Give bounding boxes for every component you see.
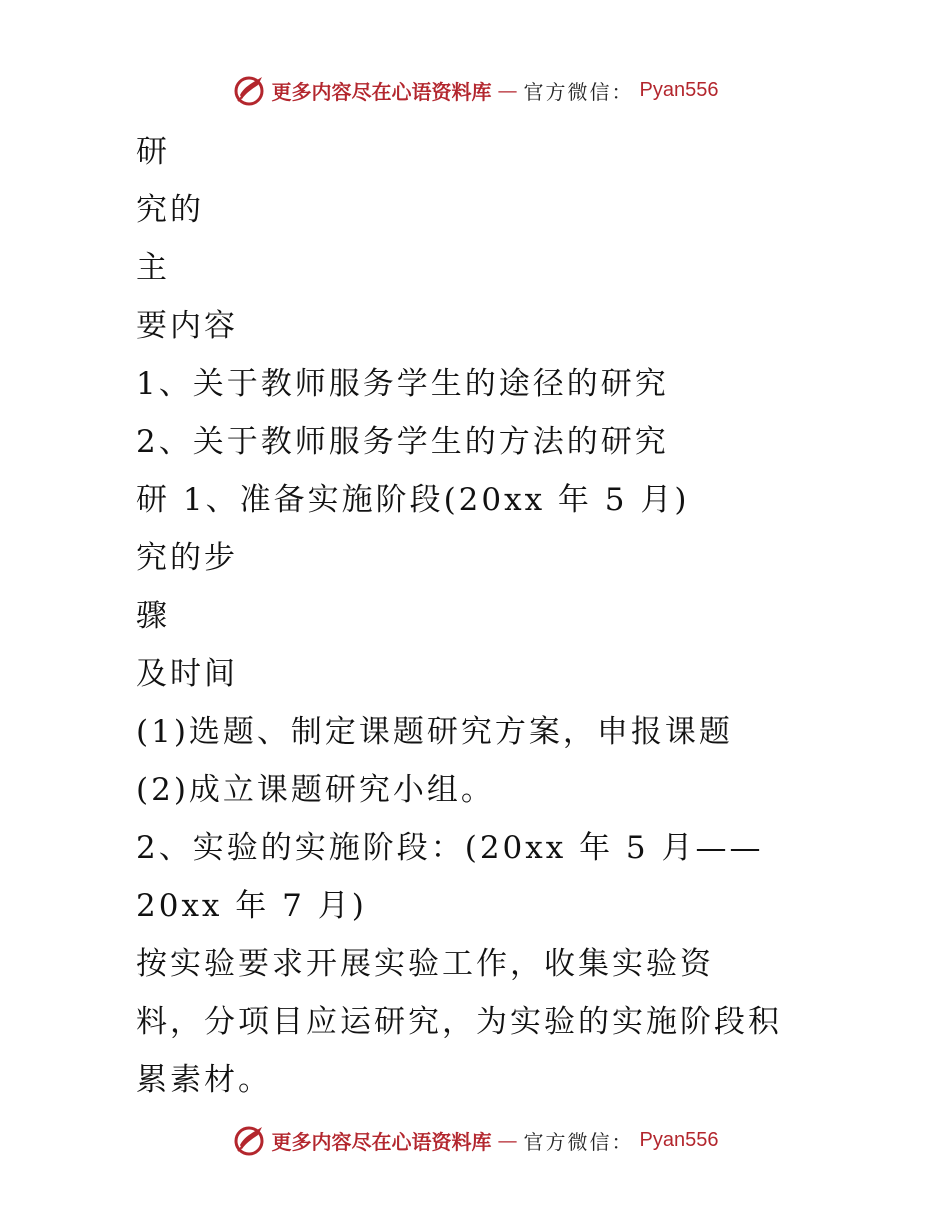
text-line: 主 [136,250,170,286]
text-line: (1)选题、制定课题研究方案，申报课题 [136,714,733,750]
text-line: 20xx 年 7 月) [136,888,367,924]
text-line: 累素材。 [136,1062,272,1098]
text-line: 及时间 [136,656,238,692]
pen-logo-icon [232,73,266,107]
text-line: 究的步 [136,540,238,576]
pen-logo-icon [232,1123,266,1157]
banner-brand-text: 更多内容尽在心语资料库 [271,1129,492,1154]
text-line: 要内容 [136,308,238,344]
footer-banner [0,1120,950,1160]
banner-wechat-id: Pyan556 [639,1128,719,1151]
banner-wechat-label: 官方微信： [523,79,634,104]
text-line: (2)成立课题研究小组。 [136,772,495,808]
header-banner [0,70,950,110]
banner-dash: — [497,1128,518,1152]
text-line: 研 1、准备实施阶段(20xx 年 5 月) [136,482,690,518]
text-line: 究的 [136,192,204,228]
text-line: 骤 [136,598,170,634]
text-line: 按实验要求开展实验工作，收集实验资 [136,946,714,982]
text-line: 1、关于教师服务学生的途径的研究 [136,366,669,402]
text-line: 研 [136,134,170,170]
banner-dash: — [497,78,518,102]
text-line: 2、实验的实施阶段：(20xx 年 5 月—— [136,830,764,866]
banner-wechat-label: 官方微信： [523,1129,634,1154]
text-line: 料，分项目应运研究，为实验的实施阶段积 [136,1004,782,1040]
banner-wechat-id: Pyan556 [639,78,719,101]
banner-brand-text: 更多内容尽在心语资料库 [271,79,492,104]
text-line: 2、关于教师服务学生的方法的研究 [136,424,669,460]
document-body [136,123,836,1109]
